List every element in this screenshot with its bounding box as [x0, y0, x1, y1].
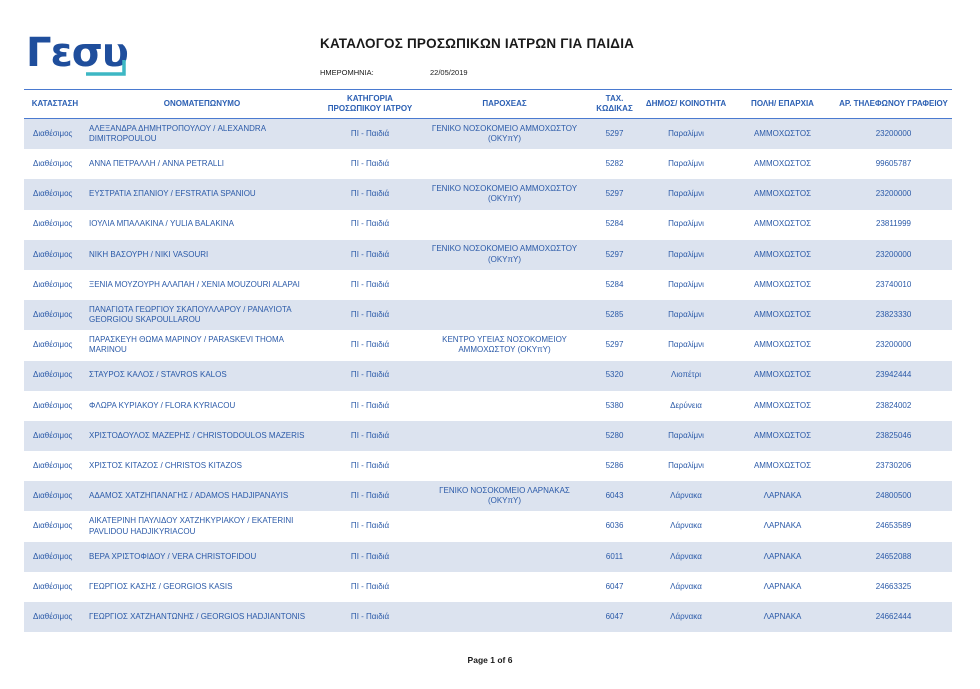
col-header-category: ΚΑΤΗΓΟΡΙΑ ΠΡΟΣΩΠΙΚΟΥ ΙΑΤΡΟΥ: [318, 90, 422, 119]
municipality-cell: Παραλίμνι: [642, 300, 730, 330]
municipality-cell: Παραλίμνι: [668, 340, 704, 350]
city-cell: ΛΑΡΝΑΚΑ: [763, 521, 802, 531]
table-row: [24, 602, 952, 632]
municipality-cell: Παραλίμνι: [642, 179, 730, 209]
city-cell: ΑΜΜΟΧΩΣΤΟΣ: [753, 159, 812, 169]
table-row: [24, 481, 952, 511]
municipality-cell: Δερύνεια: [670, 400, 702, 410]
provider-cell: [422, 451, 587, 481]
municipality-cell: Παραλίμνι: [642, 240, 730, 270]
postal-code-cell: 6036: [605, 521, 624, 531]
name-cell: ΞΕΝΙΑ ΜΟΥΖΟΥΡΗ ΑΛΑΠΑΗ / XENIA MOUZOURI ALAPAI: [89, 279, 300, 289]
postal-code-cell: 5282: [605, 159, 624, 169]
phone-cell: 24800500: [835, 481, 952, 511]
name-cell: ΕΥΣΤΡΑΤΙΑ ΣΠΑΝΙΟΥ / EFSTRATIA SPANIOU: [86, 179, 318, 209]
date-label: ΗΜΕΡΟΜΗΝΙΑ:: [320, 68, 374, 77]
table-row: [24, 270, 952, 300]
provider-cell: ΓΕΝΙΚΟ ΝΟΣΟΚΟΜΕΙΟ ΑΜΜΟΧΩΣΤΟΥ (ΟΚΥπΥ): [422, 119, 587, 150]
status-cell: Διαθέσιμος: [33, 581, 73, 591]
phone-cell: 23200000: [835, 179, 952, 209]
category-cell: ΠΙ - Παιδιά: [350, 279, 390, 289]
status-cell: Διαθέσιμος: [33, 159, 73, 169]
table-row: [24, 361, 952, 391]
phone-cell: 23730206: [875, 460, 912, 470]
table-row: [24, 391, 952, 421]
phone-cell: 24653589: [875, 521, 912, 531]
municipality-cell: Παραλίμνι: [642, 119, 730, 150]
logo-text: Γεσυ: [26, 30, 128, 76]
city-cell: ΑΜΜΟΧΩΣΤΟΣ: [730, 300, 835, 330]
status-cell: Διαθέσιμος: [24, 421, 86, 451]
postal-code-cell: 5286: [605, 460, 624, 470]
table-row: [24, 451, 952, 481]
postal-code-cell: 5297: [587, 179, 642, 209]
municipality-cell: Λιοπέτρι: [642, 361, 730, 391]
category-cell: ΠΙ - Παιδιά: [350, 400, 390, 410]
postal-code-cell: 5284: [605, 219, 624, 229]
category-cell: ΠΙ - Παιδιά: [318, 300, 422, 330]
postal-code-cell: 5297: [587, 240, 642, 270]
phone-cell: 24662444: [835, 602, 952, 632]
status-cell: Διαθέσιμος: [33, 460, 73, 470]
phone-cell: 23825046: [835, 421, 952, 451]
postal-code-cell: 6047: [605, 581, 624, 591]
document-title: ΚΑΤΑΛΟΓΟΣ ΠΡΟΣΩΠΙΚΩΝ ΙΑΤΡΩΝ ΓΙΑ ΠΑΙΔΙΑ: [320, 36, 635, 51]
provider-cell: [422, 421, 587, 451]
city-cell: ΑΜΜΟΧΩΣΤΟΣ: [753, 340, 812, 350]
category-cell: ΠΙ - Παιδιά: [318, 481, 422, 511]
category-cell: ΠΙ - Παιδιά: [318, 119, 422, 150]
doctors-table: [24, 89, 952, 632]
city-cell: ΑΜΜΟΧΩΣΤΟΣ: [753, 460, 812, 470]
provider-cell: [422, 602, 587, 632]
municipality-cell: Λάρνακα: [642, 602, 730, 632]
provider-cell: [422, 300, 587, 330]
name-cell: ΠΑΝΑΓΙΩΤΑ ΓΕΩΡΓΙΟΥ ΣΚΑΠΟΥΛΛΑΡΟΥ / PANAYIOTA GEORGIOU SKAPOULLAROU: [86, 300, 318, 330]
city-cell: ΛΑΡΝΑΚΑ: [763, 581, 802, 591]
provider-cell: ΓΕΝΙΚΟ ΝΟΣΟΚΟΜΕΙΟ ΑΜΜΟΧΩΣΤΟΥ (ΟΚΥπΥ): [422, 179, 587, 209]
table-row: [24, 210, 952, 240]
phone-cell: 23823330: [835, 300, 952, 330]
municipality-cell: Παραλίμνι: [642, 421, 730, 451]
phone-cell: 24652088: [835, 542, 952, 572]
category-cell: ΠΙ - Παιδιά: [318, 602, 422, 632]
municipality-cell: Παραλίμνι: [668, 279, 704, 289]
postal-code-cell: 5280: [587, 421, 642, 451]
status-cell: Διαθέσιμος: [24, 179, 86, 209]
name-cell: ΠΑΡΑΣΚΕΥΗ ΘΩΜΑ ΜΑΡΙΝΟΥ / PARASKEVI THOMA MARINOU: [89, 335, 284, 355]
status-cell: Διαθέσιμος: [33, 219, 73, 229]
city-cell: ΛΑΡΝΑΚΑ: [730, 481, 835, 511]
category-cell: ΠΙ - Παιδιά: [318, 361, 422, 391]
city-cell: ΑΜΜΟΧΩΣΤΟΣ: [730, 421, 835, 451]
table-row: [24, 119, 952, 150]
category-cell: ΠΙ - Παιδιά: [350, 460, 390, 470]
phone-cell: 23811999: [876, 219, 911, 229]
table-row: [24, 149, 952, 179]
status-cell: Διαθέσιμος: [24, 542, 86, 572]
name-cell: ΒΕΡΑ ΧΡΙΣΤΟΦΙΔΟΥ / VERA CHRISTOFIDOU: [86, 542, 318, 572]
table-row: [24, 421, 952, 451]
table-row: [24, 300, 952, 330]
name-cell: ΣΤΑΥΡΟΣ ΚΑΛΟΣ / STAVROS KALOS: [86, 361, 318, 391]
provider-cell: [422, 511, 587, 541]
city-cell: ΑΜΜΟΧΩΣΤΟΣ: [753, 400, 812, 410]
provider-cell: [422, 572, 587, 602]
phone-cell: 23740010: [875, 279, 912, 289]
phone-cell: 23824002: [875, 400, 912, 410]
table-row: [24, 511, 952, 541]
gesy-logo: [26, 26, 130, 84]
category-cell: ΠΙ - Παιδιά: [350, 521, 390, 531]
phone-cell: 99605787: [875, 159, 912, 169]
municipality-cell: Παραλίμνι: [668, 460, 704, 470]
table-row: [24, 330, 952, 360]
name-cell: ΧΡΙΣΤΟΣ ΚΙΤΑΖΟΣ / CHRISTOS KITAZOS: [89, 460, 242, 470]
provider-cell: [422, 391, 587, 421]
provider-cell: [422, 361, 587, 391]
col-header-status: ΚΑΤΑΣΤΑΣΗ: [24, 90, 86, 119]
postal-code-cell: 5320: [587, 361, 642, 391]
postal-code-cell: 6011: [587, 542, 642, 572]
date-value: 22/05/2019: [430, 68, 468, 77]
status-cell: Διαθέσιμος: [24, 361, 86, 391]
category-cell: ΠΙ - Παιδιά: [350, 581, 390, 591]
provider-cell: ΚΕΝΤΡΟ ΥΓΕΙΑΣ ΝΟΣΟΚΟΜΕΙΟΥ ΑΜΜΟΧΩΣΤΟΥ (ΟΚΥπΥ): [442, 335, 567, 355]
name-cell: ΑΝΝΑ ΠΕΤΡΑΛΛΗ / ANNA PETRALLI: [89, 159, 225, 169]
city-cell: ΛΑΡΝΑΚΑ: [730, 602, 835, 632]
provider-cell: [422, 542, 587, 572]
col-header-postal-code: ΤΑΧ. ΚΩΔΙΚΑΣ: [587, 90, 642, 119]
category-cell: ΠΙ - Παιδιά: [318, 542, 422, 572]
category-cell: ΠΙ - Παιδιά: [350, 159, 390, 169]
phone-cell: 24663325: [875, 581, 912, 591]
city-cell: ΑΜΜΟΧΩΣΤΟΣ: [730, 361, 835, 391]
category-cell: ΠΙ - Παιδιά: [318, 240, 422, 270]
status-cell: Διαθέσιμος: [33, 400, 73, 410]
category-cell: ΠΙ - Παιδιά: [318, 179, 422, 209]
name-cell: ΑΔΑΜΟΣ ΧΑΤΖΗΠΑΝΑΓΗΣ / ADAMOS HADJIPANAYIS: [86, 481, 318, 511]
category-cell: ΠΙ - Παιδιά: [350, 340, 390, 350]
phone-cell: 23942444: [835, 361, 952, 391]
postal-code-cell: 5380: [605, 400, 624, 410]
name-cell: ΙΟΥΛΙΑ ΜΠΑΛΑΚΙΝΑ / YULIA BALAKINA: [89, 219, 234, 229]
provider-cell: ΓΕΝΙΚΟ ΝΟΣΟΚΟΜΕΙΟ ΑΜΜΟΧΩΣΤΟΥ (ΟΚΥπΥ): [422, 240, 587, 270]
city-cell: ΑΜΜΟΧΩΣΤΟΣ: [730, 179, 835, 209]
table-row: [24, 572, 952, 602]
name-cell: ΑΙΚΑΤΕΡΙΝΗ ΠΑΥΛΙΔΟΥ ΧΑΤΖΗΚΥΡΙΑΚΟΥ / EKATERINI PAVLIDOU HADJIKYRIACOU: [89, 516, 294, 536]
municipality-cell: Λάρνακα: [642, 542, 730, 572]
table-row: [24, 542, 952, 572]
status-cell: Διαθέσιμος: [33, 521, 73, 531]
postal-code-cell: 5297: [605, 340, 624, 350]
table-row: [24, 179, 952, 209]
status-cell: Διαθέσιμος: [33, 340, 73, 350]
status-cell: Διαθέσιμος: [24, 602, 86, 632]
name-cell: ΓΕΩΡΓΙΟΣ ΧΑΤΖΗΑΝΤΩΝΗΣ / GEORGIOS HADJIANTONIS: [86, 602, 318, 632]
name-cell: ΓΕΩΡΓΙΟΣ ΚΑΣΗΣ / GEORGIOS KASIS: [89, 581, 233, 591]
status-cell: Διαθέσιμος: [24, 240, 86, 270]
page-number: Page 1 of 6: [467, 655, 513, 665]
col-header-provider: ΠΑΡΟΧΕΑΣ: [422, 90, 587, 119]
city-cell: ΛΑΡΝΑΚΑ: [730, 542, 835, 572]
status-cell: Διαθέσιμος: [24, 119, 86, 150]
city-cell: ΑΜΜΟΧΩΣΤΟΣ: [730, 119, 835, 150]
municipality-cell: Λάρνακα: [670, 581, 702, 591]
name-cell: ΝΙΚΗ ΒΑΣΟΥΡΗ / NIKI VASOURI: [86, 240, 318, 270]
status-cell: Διαθέσιμος: [33, 279, 73, 289]
status-cell: Διαθέσιμος: [24, 300, 86, 330]
city-cell: ΑΜΜΟΧΩΣΤΟΣ: [753, 279, 812, 289]
table-header-row: [24, 90, 952, 119]
postal-code-cell: 5297: [587, 119, 642, 150]
city-cell: ΑΜΜΟΧΩΣΤΟΣ: [753, 219, 812, 229]
postal-code-cell: 5285: [587, 300, 642, 330]
table-row: [24, 240, 952, 270]
provider-cell: [422, 270, 587, 300]
name-cell: ΦΛΩΡΑ ΚΥΡΙΑΚΟΥ / FLORA KYRIACOU: [89, 400, 236, 410]
postal-code-cell: 5284: [605, 279, 624, 289]
city-cell: ΑΜΜΟΧΩΣΤΟΣ: [730, 240, 835, 270]
col-header-municipality: ΔΗΜΟΣ/ ΚΟΙΝΟΤΗΤΑ: [642, 90, 730, 119]
municipality-cell: Παραλίμνι: [668, 219, 704, 229]
category-cell: ΠΙ - Παιδιά: [350, 219, 390, 229]
phone-cell: 23200000: [835, 240, 952, 270]
postal-code-cell: 6047: [587, 602, 642, 632]
col-header-city: ΠΟΛΗ/ ΕΠΑΡΧΙΑ: [730, 90, 835, 119]
provider-cell: [422, 210, 587, 240]
col-header-name: ΟΝΟΜΑΤΕΠΩΝΥΜΟ: [86, 90, 318, 119]
name-cell: ΧΡΙΣΤΟΔΟΥΛΟΣ ΜΑΖΕΡΗΣ / CHRISTODOULOS MAZERIS: [86, 421, 318, 451]
name-cell: ΑΛΕΞΑΝΔΡΑ ΔΗΜΗΤΡΟΠΟΥΛΟΥ / ALEXANDRA DIMITROPOULOU: [86, 119, 318, 150]
status-cell: Διαθέσιμος: [24, 481, 86, 511]
municipality-cell: Λάρνακα: [642, 481, 730, 511]
category-cell: ΠΙ - Παιδιά: [318, 421, 422, 451]
municipality-cell: Παραλίμνι: [668, 159, 704, 169]
postal-code-cell: 6043: [587, 481, 642, 511]
provider-cell: ΓΕΝΙΚΟ ΝΟΣΟΚΟΜΕΙΟ ΛΑΡΝΑΚΑΣ (ΟΚΥπΥ): [422, 481, 587, 511]
provider-cell: [422, 149, 587, 179]
municipality-cell: Λάρνακα: [670, 521, 702, 531]
phone-cell: 23200000: [875, 340, 912, 350]
phone-cell: 23200000: [835, 119, 952, 150]
col-header-phone: ΑΡ. ΤΗΛΕΦΩΝΟΥ ΓΡΑΦΕΙΟΥ: [835, 90, 952, 119]
